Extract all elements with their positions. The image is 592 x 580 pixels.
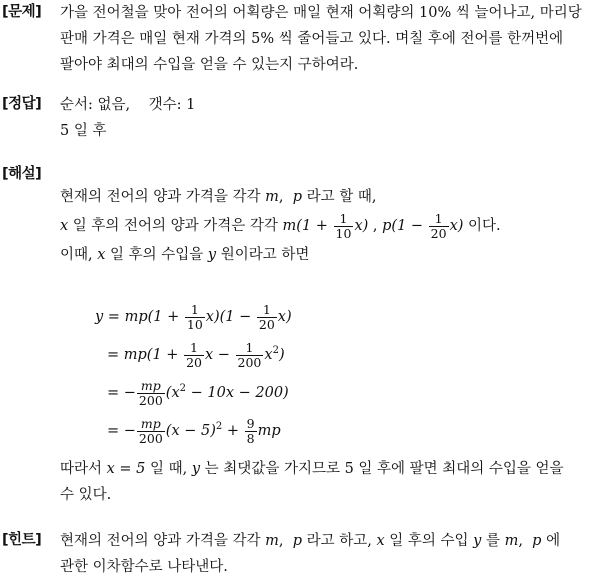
fraction-one-tenth: $\frac{1}{10}$ (335, 210, 352, 241)
eq1-frac-1-20: $\frac{1}{20}$ (258, 301, 275, 332)
eq2-frac-1-200: $\frac{1}{200}$ (237, 339, 262, 370)
hint-tag: [힌트] (2, 532, 42, 548)
eq4-frac-mp-200: $\frac{mp}{200}$ (138, 415, 163, 446)
problem-line-2: 판매 가격은 매일 현재 가격의 5% 씩 줄어들고 있다. 며칠 후에 전어를 한꺼번에 (60, 31, 564, 47)
explanation-line-2: x 일 후의 전어의 양과 가격은 각각 m(1 + $\frac{1}{10}$ x) , p(1 − $\frac{1}{20}$ x) 이다. (60, 210, 501, 241)
answer-line-1: 순서: 없음, 갯수: 1 (60, 97, 196, 113)
conclusion-line-1: 따라서 x = 5 일 때, y 는 최댓값을 가지므로 5 일 후에 팔면 최대의 수입을 얻을 (60, 461, 564, 477)
eq4-frac-9-8: $\frac{9}{8}$ (246, 415, 255, 446)
hint-body (60, 528, 588, 580)
explanation-line-1: 현재의 전어의 양과 가격을 각각 m, p 라고 할 때, (60, 189, 377, 205)
problem-body (60, 0, 588, 78)
answer-line-2: 5 일 후 (60, 123, 107, 139)
hint-line-2: 관한 이차함수로 나타낸다. (60, 559, 228, 575)
conclusion-line-2: 수 있다. (60, 487, 112, 503)
hint-line-1: 현재의 전어의 양과 가격을 각각 m, p 라고 하고, x 일 후의 수입 y 를 m, p 에 (60, 533, 561, 549)
explanation-body (60, 184, 588, 268)
eq1-frac-1-10: $\frac{1}{10}$ (186, 301, 203, 332)
problem-tag: [문제] (2, 4, 42, 20)
fraction-one-twentieth: $\frac{1}{20}$ (430, 210, 447, 241)
explanation-line-3: 이때, x 일 후의 수입을 y 원이라고 하면 (60, 247, 310, 263)
conclusion-body (60, 456, 588, 508)
problem-line-3: 팔아야 최대의 수입을 얻을 수 있는지 구하여라. (60, 57, 359, 73)
answer-tag: [정답] (2, 96, 42, 112)
eq2-frac-1-20: $\frac{1}{20}$ (186, 339, 202, 370)
explanation-tag: [해설] (2, 166, 42, 182)
answer-body (60, 92, 588, 144)
problem-line-1: 가을 전어철을 맞아 전어의 어획량은 매일 현재 어획량의 10% 씩 늘어나고, 마리당 (60, 5, 582, 21)
eq3-frac-mp-200: $\frac{mp}{200}$ (138, 377, 163, 408)
